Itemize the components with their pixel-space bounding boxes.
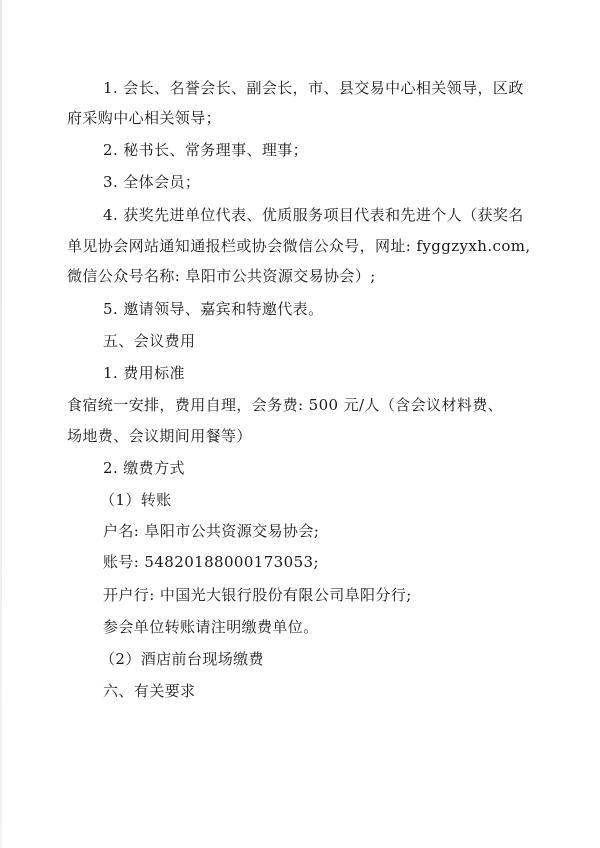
text-line: 2. 秘书长、常务理事、理事； bbox=[103, 141, 309, 159]
subsection-heading: 2. 缴费方式 bbox=[103, 459, 185, 477]
subsection-heading: 1. 费用标准 bbox=[103, 364, 185, 382]
text-line: 场地费、会议期间用餐等） bbox=[67, 427, 252, 445]
text-line: 户名: 阜阳市公共资源交易协会; bbox=[103, 522, 320, 540]
section-heading: 五、会议费用 bbox=[103, 332, 196, 350]
section-heading: 六、有关要求 bbox=[103, 682, 196, 700]
text-line: （1）转账 bbox=[100, 491, 172, 509]
text-line: 参会单位转账请注明缴费单位。 bbox=[103, 618, 319, 636]
text-line: 账号: 54820188000173053; bbox=[103, 553, 319, 571]
text-line: 5. 邀请领导、嘉宾和特邀代表。 bbox=[103, 300, 324, 318]
text-line: 4. 获奖先进单位代表、优质服务项目代表和先进个人（获奖名 bbox=[103, 206, 524, 224]
text-line: 食宿统一安排，费用自理，会务费: 500 元/人（含会议材料费、 bbox=[67, 396, 504, 414]
text-line: 3. 全体会员； bbox=[103, 173, 201, 191]
text-line: 单见协会网站通知通报栏或协会微信公众号，网址: fyggzyxh.com, bbox=[67, 237, 531, 255]
text-line: 1. 会长、名誉会长、副会长，市、县交易中心相关领导，区政 bbox=[103, 79, 524, 97]
text-line: 开户行: 中国光大银行股份有限公司阜阳分行; bbox=[103, 586, 412, 604]
text-line: 府采购中心相关领导； bbox=[67, 109, 222, 127]
text-line: 微信公众号名称: 阜阳市公共资源交易协会）; bbox=[67, 267, 376, 285]
text-line: （2）酒店前台现场缴费 bbox=[100, 650, 264, 668]
scan-edge bbox=[0, 0, 2, 848]
